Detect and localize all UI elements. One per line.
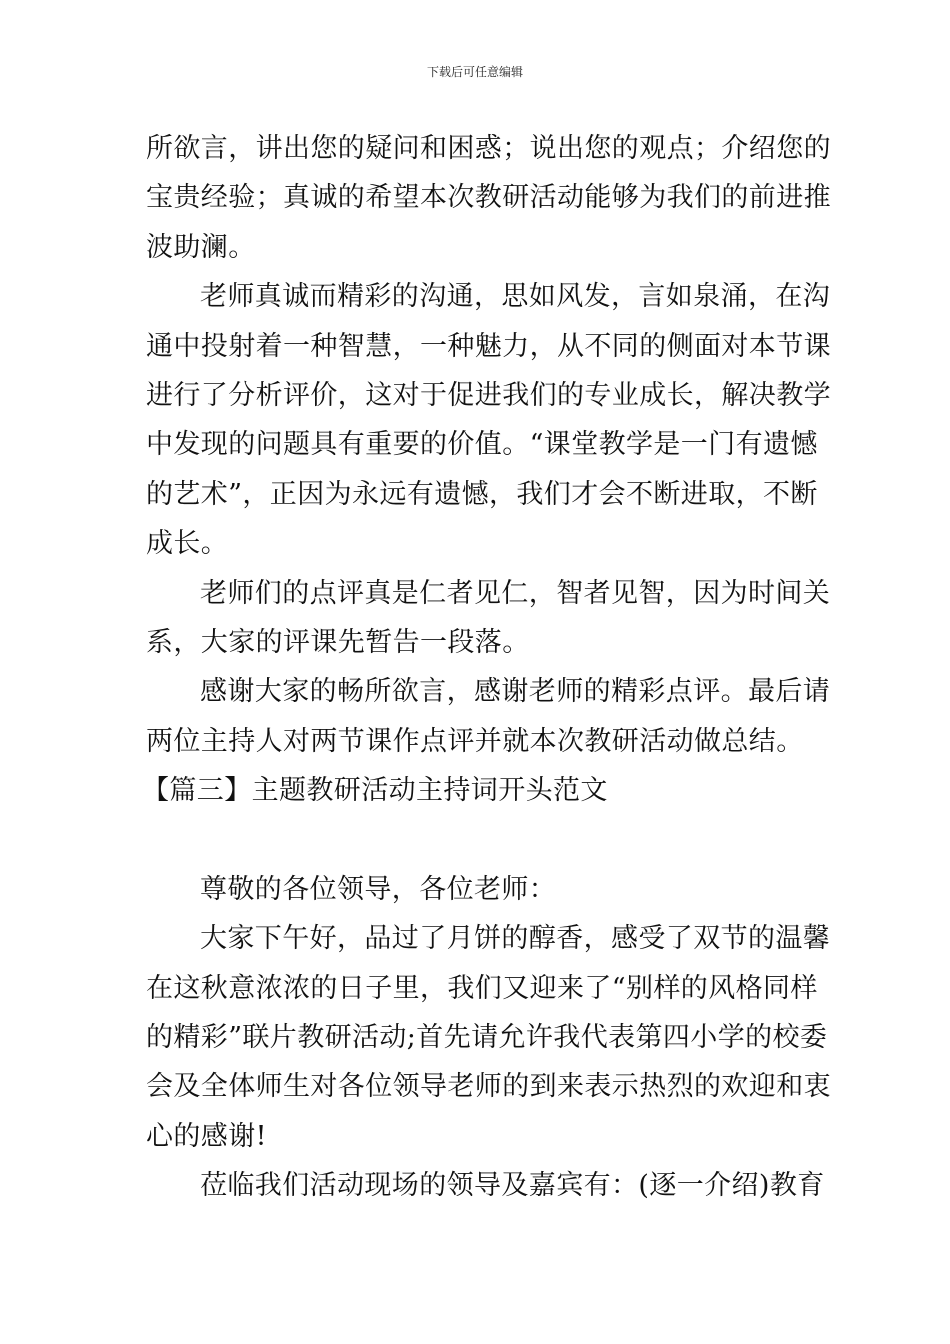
text-line: 系，大家的评课先暂告一段落。	[146, 626, 530, 658]
paragraph-start: 大家下午好，品过了月饼的醇香，感受了双节的温馨	[200, 923, 831, 955]
text-line: 成长。	[146, 528, 229, 560]
text-line: 的精彩”联片教研活动;首先请允许我代表第四小学的校委	[146, 1022, 828, 1054]
paragraph-start: 莅临我们活动现场的领导及嘉宾有：(逐一介绍)教育	[200, 1170, 825, 1202]
text-line: 宝贵经验；真诚的希望本次教研活动能够为我们的前进推	[146, 182, 831, 214]
paragraph-start: 老师们的点评真是仁者见仁，智者见智，因为时间关	[200, 577, 831, 609]
blank-line	[146, 815, 810, 864]
text-line: 中发现的问题具有重要的价值。“课堂教学是一门有遗憾	[146, 429, 818, 461]
document-body	[142, 124, 831, 1211]
section-title: 【篇三】主题教研活动主持词开头范文	[142, 775, 608, 807]
paragraph-start: 老师真诚而精彩的沟通，思如风发，言如泉涌，在沟	[200, 281, 831, 313]
page-header: 下载后可任意编辑	[426, 65, 523, 79]
text-line: 在这秋意浓浓的日子里，我们又迎来了“别样的风格同样	[146, 972, 818, 1004]
text-line: 会及全体师生对各位领导老师的到来表示热烈的欢迎和衷	[146, 1071, 831, 1103]
text-line: 进行了分析评价，这对于促进我们的专业成长，解决教学	[146, 379, 831, 411]
salutation: 尊敬的各位领导，各位老师：	[200, 873, 557, 905]
text-line: 波助澜。	[146, 231, 256, 263]
paragraph-start: 感谢大家的畅所欲言，感谢老师的精彩点评。最后请	[200, 676, 831, 708]
text-line: 通中投射着一种智慧，一种魅力，从不同的侧面对本节课	[146, 330, 831, 362]
text-line: 所欲言，讲出您的疑问和困惑；说出您的观点；介绍您的	[146, 133, 831, 164]
text-line: 两位主持人对两节课作点评并就本次教研活动做总结。	[146, 725, 804, 757]
text-line: 心的感谢!	[146, 1120, 267, 1152]
text-line: 的艺术”，正因为永远有遗憾，我们才会不断进取，不断	[146, 478, 818, 510]
